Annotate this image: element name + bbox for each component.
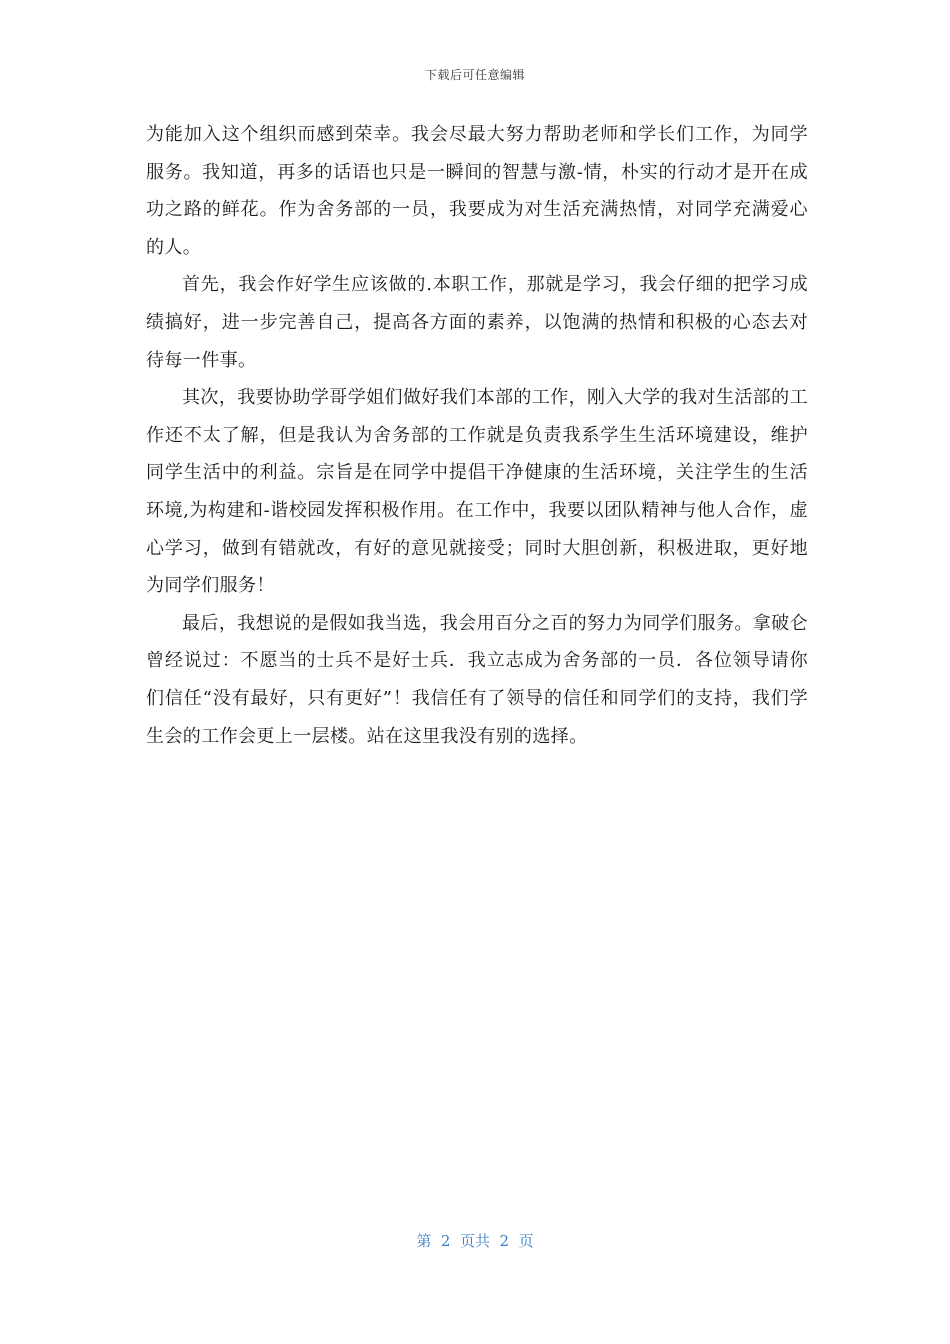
document-body	[146, 116, 808, 755]
page-number-footer: 第 2 页共 2 页	[416, 1232, 534, 1250]
paragraph-3: 其次，我要协助学哥学姐们做好我们本部的工作，刚入大学的我对生活部的工作还不太了解，但是我认为舍务部的工作就是负责我系学生生活环境建设，维护同学生活中的利益。宗旨是在同学中提倡干净健康的生活环境，关注学生的生活环境,为构建和-谐校园发挥积极作用。在工作中，我要以团队精神与他人合作，虚心学习，做到有错就改，有好的意见就接受；同时大胆创新，积极进取，更好地为同学们服务！	[146, 387, 808, 597]
paragraph-2: 首先，我会作好学生应该做的.本职工作，那就是学习，我会仔细的把学习成绩搞好，进一步完善自己，提高各方面的素养，以饱满的热情和积极的心态去对待每一件事。	[146, 274, 808, 371]
page-header: 下载后可任意编辑	[424, 68, 525, 82]
paragraph-4: 最后，我想说的是假如我当选，我会用百分之百的努力为同学们服务。拿破仑曾经说过：不愿当的士兵不是好士兵．我立志成为舍务部的一员．各位领导请你们信任“没有最好，只有更好”！我信任有了领导的信任和同学们的支持，我们学生会的工作会更上一层楼。站在这里我没有别的选择。	[146, 612, 808, 747]
paragraph-1: 为能加入这个组织而感到荣幸。我会尽最大努力帮助老师和学长们工作，为同学服务。我知道，再多的话语也只是一瞬间的智慧与激-情，朴实的行动才是开在成功之路的鲜花。作为舍务部的一员，我要成为对生活充满热情，对同学充满爱心的人。	[146, 124, 808, 258]
